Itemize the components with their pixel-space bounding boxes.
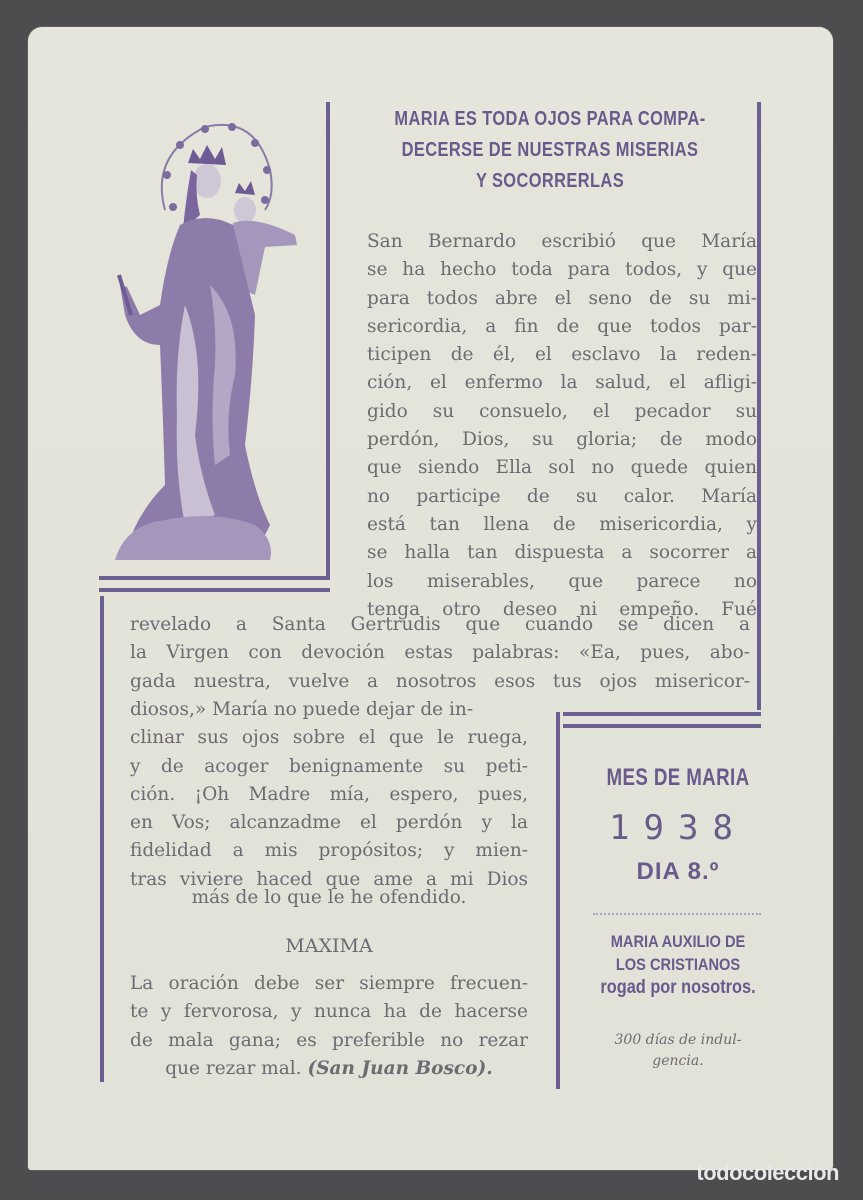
invocation-line: MARIA AUXILIO DE — [610, 932, 746, 951]
sidebar-day: DIA 8.º — [636, 858, 720, 885]
document-heading — [378, 104, 722, 197]
indulgence-line: gencia. — [652, 1053, 704, 1069]
text-line: y de acoger benignamente su peti- — [130, 755, 528, 777]
frame-line-left-vertical — [100, 596, 104, 1082]
sidebar-invocation — [592, 930, 764, 999]
text-line: está tan llena de misericordia, y — [367, 513, 757, 535]
frame-line-sidebar-top-1 — [563, 712, 761, 716]
text-line: fidelidad a mis propósitos; y mien- — [130, 840, 528, 862]
heading-line: DECERSE DE NUESTRAS MISERIAS — [401, 139, 699, 161]
text-line: tenga otro deseo ni empeño. Fué — [367, 598, 757, 620]
text-line: te y fervorosa, y nunca ha de hacerse — [130, 1001, 528, 1023]
text-line: la Virgen con devoción estas palabras: «Ea, pues, abo- — [130, 642, 750, 664]
frame-line-right-vertical — [757, 102, 761, 710]
sidebar-title: MES DE MARIA — [606, 764, 750, 791]
text-line: que siendo Ella sol no quede quien — [367, 457, 757, 479]
text-line: los miserables, que parece no — [367, 570, 757, 592]
wide-paragraph — [130, 611, 750, 696]
text-line: para todos abre el seno de su mi- — [367, 287, 757, 309]
indulgence-line: 300 días de indul- — [614, 1032, 742, 1048]
text-line — [130, 1055, 528, 1083]
text-line: se halla tan dispuesta a socorrer a — [367, 542, 757, 564]
text-line: gada nuestra, vuelve a nosotros esos tus ojos misericor- — [130, 670, 750, 692]
text-line: más de lo que le he ofendido. — [191, 887, 467, 908]
maxima-last-line — [130, 1055, 528, 1083]
invocation-line: LOS CRISTIANOS — [615, 955, 741, 974]
watermark: todocoleccion — [696, 1160, 839, 1185]
lower-paragraph — [130, 696, 528, 894]
text-line: ticipen de él, el esclavo la reden- — [367, 344, 757, 366]
virgin-statue-image — [105, 115, 315, 565]
frame-line-image-bottom-1 — [99, 576, 330, 580]
maxima-last-text: que rezar mal. — [165, 1058, 302, 1079]
text-line: tras viviere haced que ame a mi Dios — [130, 868, 528, 890]
text-line: La oración debe ser siempre frecuen- — [130, 973, 528, 994]
text-line: de mala gana; es preferible no rezar — [130, 1029, 528, 1051]
text-line: gido su consuelo, el pecador su — [367, 400, 757, 422]
sidebar-indulgence — [578, 1030, 778, 1072]
frame-line-sidebar-left-vertical — [556, 712, 560, 1089]
sidebar-dotted-rule — [593, 913, 761, 915]
text-line: se ha hecho toda para todos, y que — [367, 259, 757, 281]
text-line: diosos,» María no puede dejar de in- — [130, 699, 474, 720]
frame-line-image-bottom-2 — [99, 588, 330, 592]
lower-paragraph-last-line — [130, 884, 528, 912]
text-line: revelado a Santa Gertrudis que cuando se dicen a — [130, 614, 750, 635]
text-line: en Vos; alcanzadme el perdón y la — [130, 812, 528, 834]
heading-line: MARIA ES TODA OJOS PARA COMPA- — [394, 108, 706, 130]
frame-line-top-left-vertical — [326, 102, 330, 580]
text-line: perdón, Dios, su gloria; de modo — [367, 429, 757, 451]
text-line: sericordia, a fin de que todos par- — [367, 315, 757, 337]
upper-paragraph — [367, 228, 757, 624]
maxima-title — [130, 932, 528, 960]
text-line: no participe de su calor. María — [367, 485, 757, 507]
heading-line: Y SOCORRERLAS — [475, 170, 625, 192]
frame-line-sidebar-top-2 — [563, 724, 761, 728]
sidebar-year: 1938 — [609, 808, 747, 848]
text-line: ción, el enfermo la salud, el afligi- — [367, 372, 757, 394]
text-line: San Bernardo escribió que María — [367, 231, 757, 252]
maxima-paragraph — [130, 970, 528, 1055]
text-line: ción. ¡Oh Madre mía, espero, pues, — [130, 783, 528, 805]
invocation-line: rogad por nosotros. — [600, 977, 756, 998]
text-line: clinar sus ojos sobre el que le ruega, — [130, 727, 528, 749]
maxima-attribution: (San Juan Bosco). — [307, 1058, 493, 1079]
maxima-heading: MAXIMA — [285, 935, 373, 957]
